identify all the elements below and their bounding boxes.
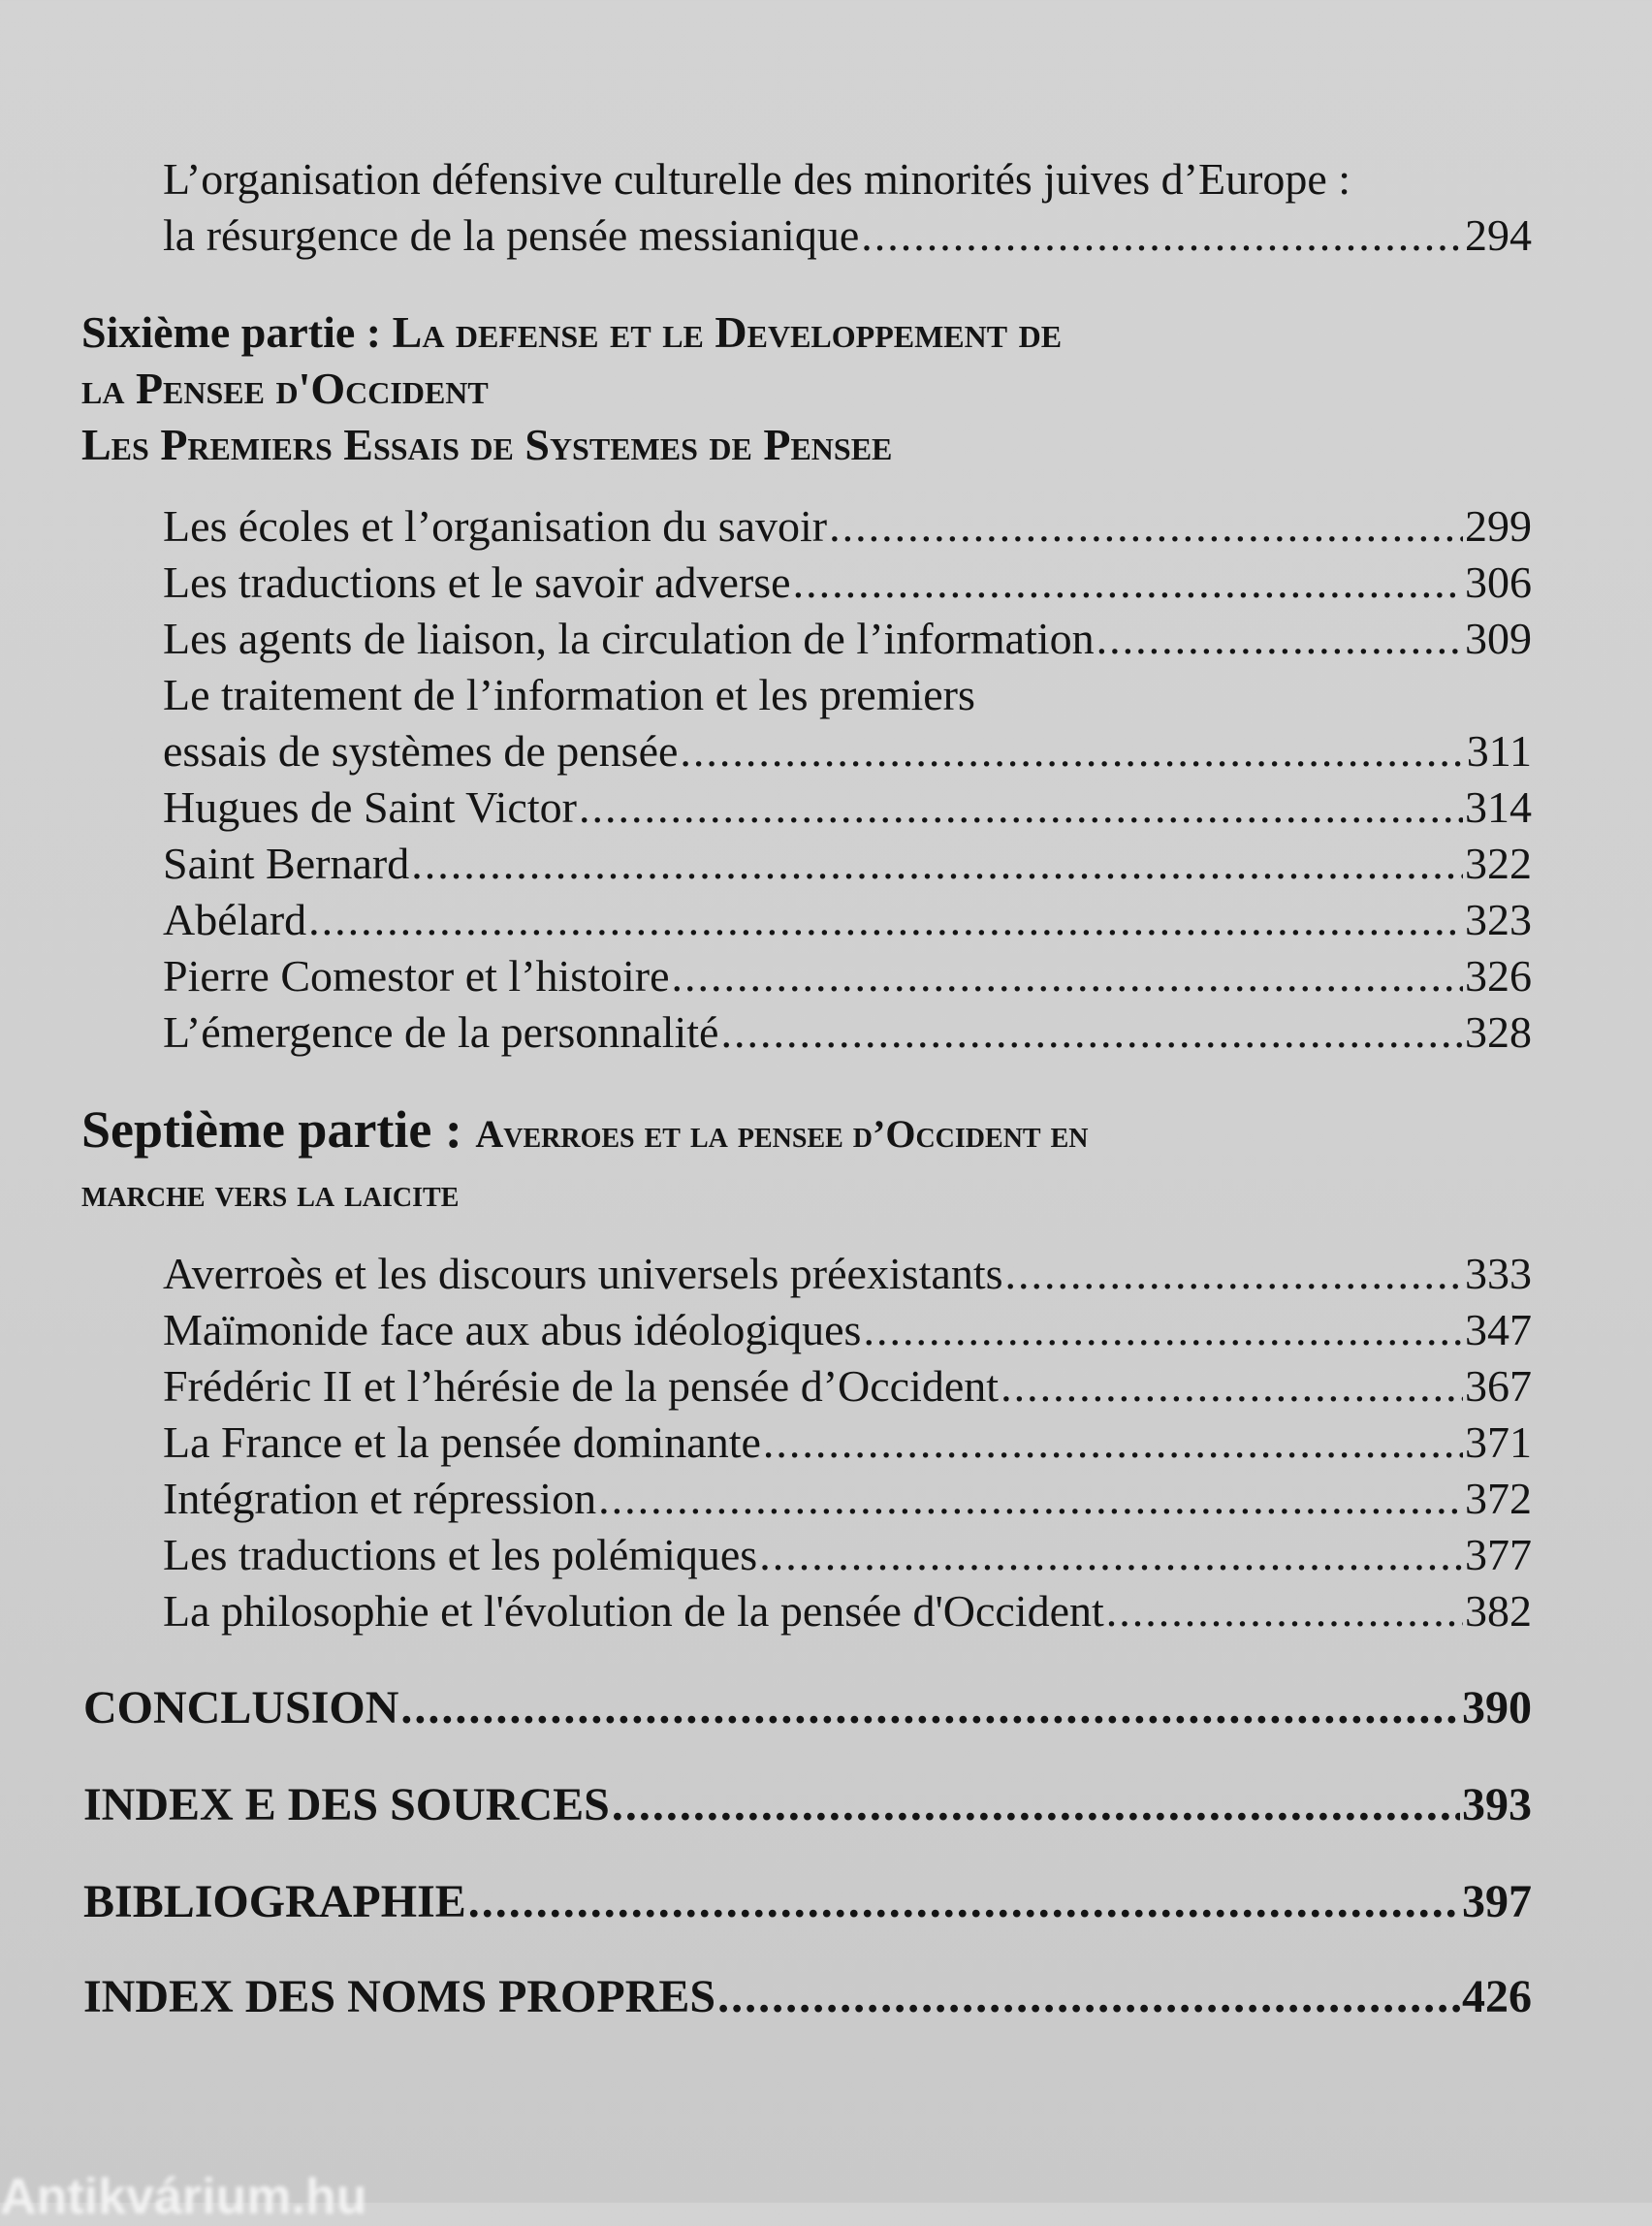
- toc-page-number: 377: [1465, 1530, 1532, 1579]
- toc-entry-line1: [163, 667, 1532, 723]
- toc-entry-label: L’émergence de la personnalité: [163, 1007, 719, 1057]
- toc-entry-label: BIBLIOGRAPHIE: [83, 1876, 466, 1927]
- dot-leader: [793, 555, 1463, 611]
- part7-heading: [81, 1101, 1088, 1162]
- toc-page-number: 397: [1462, 1876, 1532, 1927]
- toc-entry-label: Hugues de Saint Victor: [163, 782, 577, 832]
- part-title: marche vers la laicite: [81, 1171, 460, 1215]
- watermark: Antikvárium.hu: [0, 2169, 367, 2225]
- part7-heading-line2: [81, 1163, 459, 1222]
- toc-page-number: 372: [1465, 1474, 1532, 1523]
- toc-page-number: 390: [1462, 1682, 1532, 1733]
- dot-leader: [829, 498, 1463, 555]
- toc-page-number: 328: [1465, 1007, 1532, 1057]
- toc-entry[interactable]: [163, 1004, 1532, 1061]
- dot-leader: [468, 1874, 1460, 1930]
- toc-entry[interactable]: [163, 1583, 1532, 1639]
- toc-entry[interactable]: [163, 723, 1532, 779]
- toc-entry-label: Les écoles et l’organisation du savoir: [163, 501, 828, 551]
- toc-entry[interactable]: [83, 1969, 1532, 2025]
- toc-page-number: 306: [1465, 557, 1532, 607]
- dot-leader: [717, 1969, 1460, 2025]
- dot-leader: [1106, 1583, 1463, 1639]
- toc-entry-label: CONCLUSION: [83, 1682, 399, 1733]
- toc-entry[interactable]: [83, 1680, 1532, 1736]
- dot-leader: [1001, 1358, 1463, 1415]
- toc-page-number: 323: [1465, 895, 1532, 944]
- toc-entry[interactable]: [163, 555, 1532, 611]
- toc-entry[interactable]: [163, 207, 1532, 264]
- toc-entry[interactable]: [163, 948, 1532, 1004]
- part6-heading: [81, 304, 1062, 361]
- toc-entry[interactable]: [163, 1302, 1532, 1358]
- toc-page-number: 326: [1465, 951, 1532, 1001]
- dot-leader: [308, 892, 1463, 948]
- toc-entry[interactable]: [163, 611, 1532, 667]
- toc-entry[interactable]: [83, 1874, 1532, 1930]
- toc-entry-label: INDEX E DES SOURCES: [83, 1779, 610, 1830]
- dot-leader: [1005, 1246, 1463, 1302]
- toc-entry-label: essais de systèmes de pensée: [163, 726, 679, 776]
- toc-page-number: 382: [1465, 1586, 1532, 1636]
- toc-entry-line1: [163, 151, 1532, 207]
- toc-entry-label: Le traitement de l’information et les premiers: [163, 670, 975, 719]
- dot-leader: [863, 1302, 1463, 1358]
- toc-entry-label: Abélard: [163, 895, 307, 944]
- dot-leader: [720, 1004, 1463, 1061]
- part-title: La defense et le Developpement de: [392, 307, 1063, 357]
- toc-entry-label: Maïmonide face aux abus idéologiques: [163, 1305, 862, 1354]
- toc-page-number: 299: [1465, 501, 1532, 551]
- dot-leader: [411, 836, 1463, 892]
- dot-leader: [763, 1415, 1463, 1471]
- toc-page-number: 347: [1465, 1305, 1532, 1354]
- part6-heading-line2: [81, 361, 489, 417]
- toc-entry[interactable]: [163, 892, 1532, 948]
- toc-entry[interactable]: [163, 836, 1532, 892]
- dot-leader: [1096, 611, 1463, 667]
- part-subtitle: Les Premiers Essais de Systemes de Pensee: [81, 420, 893, 469]
- toc-entry-label: Saint Bernard: [163, 839, 410, 888]
- dot-leader: [759, 1527, 1463, 1583]
- part6-subtitle: [81, 417, 892, 473]
- toc-entry-label: la résurgence de la pensée messianique: [163, 210, 860, 260]
- dot-leader: [861, 207, 1463, 264]
- toc-page-number: 314: [1465, 782, 1532, 832]
- toc-entry[interactable]: [163, 1471, 1532, 1527]
- toc-entry-label: Frédéric II et l’hérésie de la pensée d’Occident: [163, 1361, 1000, 1411]
- toc-page-number: 393: [1462, 1779, 1532, 1830]
- part-title: la Pensee d'Occident: [81, 364, 489, 413]
- toc-entry-label: Intégration et répression: [163, 1474, 597, 1523]
- dot-leader: [672, 948, 1464, 1004]
- toc-entry-label: Les agents de liaison, la circulation de l’information: [163, 614, 1095, 663]
- toc-entry-label: Les traductions et le savoir adverse: [163, 557, 791, 607]
- toc-entry[interactable]: [163, 1527, 1532, 1583]
- toc-entry-label: Les traductions et les polémiques: [163, 1530, 758, 1579]
- toc-page-number: 371: [1465, 1417, 1532, 1467]
- part-title: Averroes et la pensee d’Occident en: [475, 1112, 1089, 1156]
- toc-page-number: 309: [1465, 614, 1532, 663]
- toc-page-number: 333: [1465, 1249, 1532, 1298]
- toc-page-number: 426: [1462, 1971, 1532, 2022]
- toc-page-number: 367: [1465, 1361, 1532, 1411]
- dot-leader: [680, 723, 1464, 779]
- toc-page-number: 294: [1465, 210, 1532, 260]
- toc-entry[interactable]: [163, 779, 1532, 836]
- toc-entry[interactable]: [163, 498, 1532, 555]
- dot-leader: [579, 779, 1463, 836]
- toc-entry[interactable]: [163, 1415, 1532, 1471]
- dot-leader: [598, 1471, 1463, 1527]
- toc-entry[interactable]: [163, 1246, 1532, 1302]
- toc-entry[interactable]: [163, 1358, 1532, 1415]
- part-prefix: Septième partie :: [81, 1100, 462, 1159]
- toc-page-number: 322: [1465, 839, 1532, 888]
- part-prefix: Sixième partie :: [81, 307, 382, 357]
- toc-entry-label: INDEX DES NOMS PROPRES: [83, 1971, 716, 2022]
- toc-entry[interactable]: [83, 1777, 1532, 1833]
- toc-page-number: 311: [1466, 726, 1532, 776]
- toc-entry-label: La philosophie et l'évolution de la pensée d'Occident: [163, 1586, 1104, 1636]
- toc-entry-label: Pierre Comestor et l’histoire: [163, 951, 670, 1001]
- dot-leader: [612, 1777, 1460, 1833]
- toc-entry-label: La France et la pensée dominante: [163, 1417, 761, 1467]
- dot-leader: [400, 1680, 1460, 1736]
- toc-entry-label: Averroès et les discours universels préexistants: [163, 1249, 1003, 1298]
- toc-entry-label: L’organisation défensive culturelle des minorités juives d’Europe :: [163, 154, 1351, 204]
